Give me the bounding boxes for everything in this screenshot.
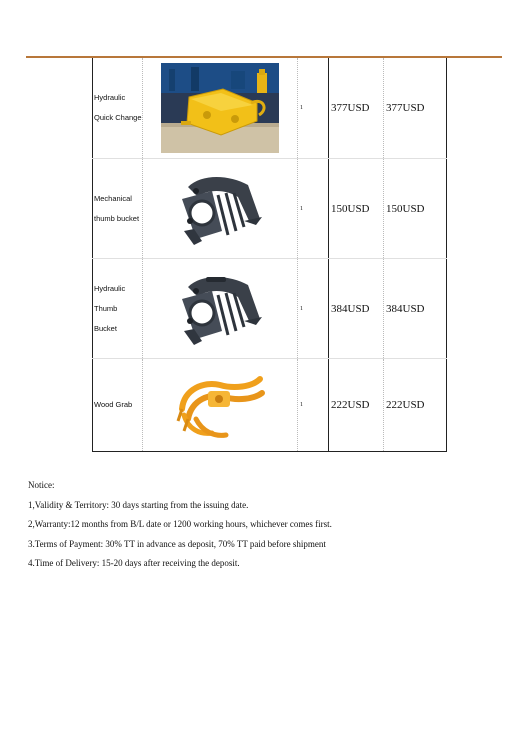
quotation-table [92,58,447,452]
quantity-cell: 1 [298,58,329,159]
product-image-cell [143,359,298,452]
total-price-cell: 150USD [384,159,447,259]
total-price-cell: 222USD [384,359,447,452]
hydraulic-quick-coupler-photo [161,63,279,153]
quantity-cell: 1 [298,359,329,452]
unit-price-cell: 377USD [329,58,384,159]
product-name-line: Mechanical [94,193,132,203]
table-row [93,58,447,159]
product-name-cell [93,259,143,359]
product-name-line: Thumb Bucket [94,303,118,333]
total-price-cell: 384USD [384,259,447,359]
notice-title: Notice: [28,480,55,490]
product-name-line: Hydraulic [94,93,126,102]
product-name-line: Wood Grab [94,400,133,409]
unit-price-cell: 384USD [329,259,384,359]
product-image-cell [143,58,298,159]
product-image-cell [143,159,298,259]
notice-line: 3.Terms of Payment: 30% TT in advance as deposit, 70% TT paid before shipment [28,538,326,549]
table-row [93,159,447,259]
wood-grab-photo [174,369,266,441]
mechanical-thumb-bucket-photo [172,169,268,249]
quantity-cell: 1 [298,159,329,259]
product-name-line: Hydraulic [94,283,126,293]
product-name-cell [93,359,143,452]
table-row [93,359,447,452]
table-row [93,259,447,359]
total-price-cell: 377USD [384,58,447,159]
notice-section [28,476,332,574]
unit-price-cell: 150USD [329,159,384,259]
product-name-cell [93,159,143,259]
product-name-line: thumb bucket [94,213,140,223]
notice-line: 1,Validity & Territory: 30 days starting from the issuing date. [28,499,249,510]
hydraulic-thumb-bucket-photo [172,269,268,349]
product-name-line: Quick Change [94,113,142,122]
quantity-cell: 1 [298,259,329,359]
unit-price-cell: 222USD [329,359,384,452]
notice-line: 2,Warranty:12 months from B/L date or 1200 working hours, whichever comes first. [28,519,332,529]
product-name-cell [93,58,143,159]
product-image-cell [143,259,298,359]
notice-line: 4.Time of Delivery: 15-20 days after receiving the deposit. [28,558,240,568]
